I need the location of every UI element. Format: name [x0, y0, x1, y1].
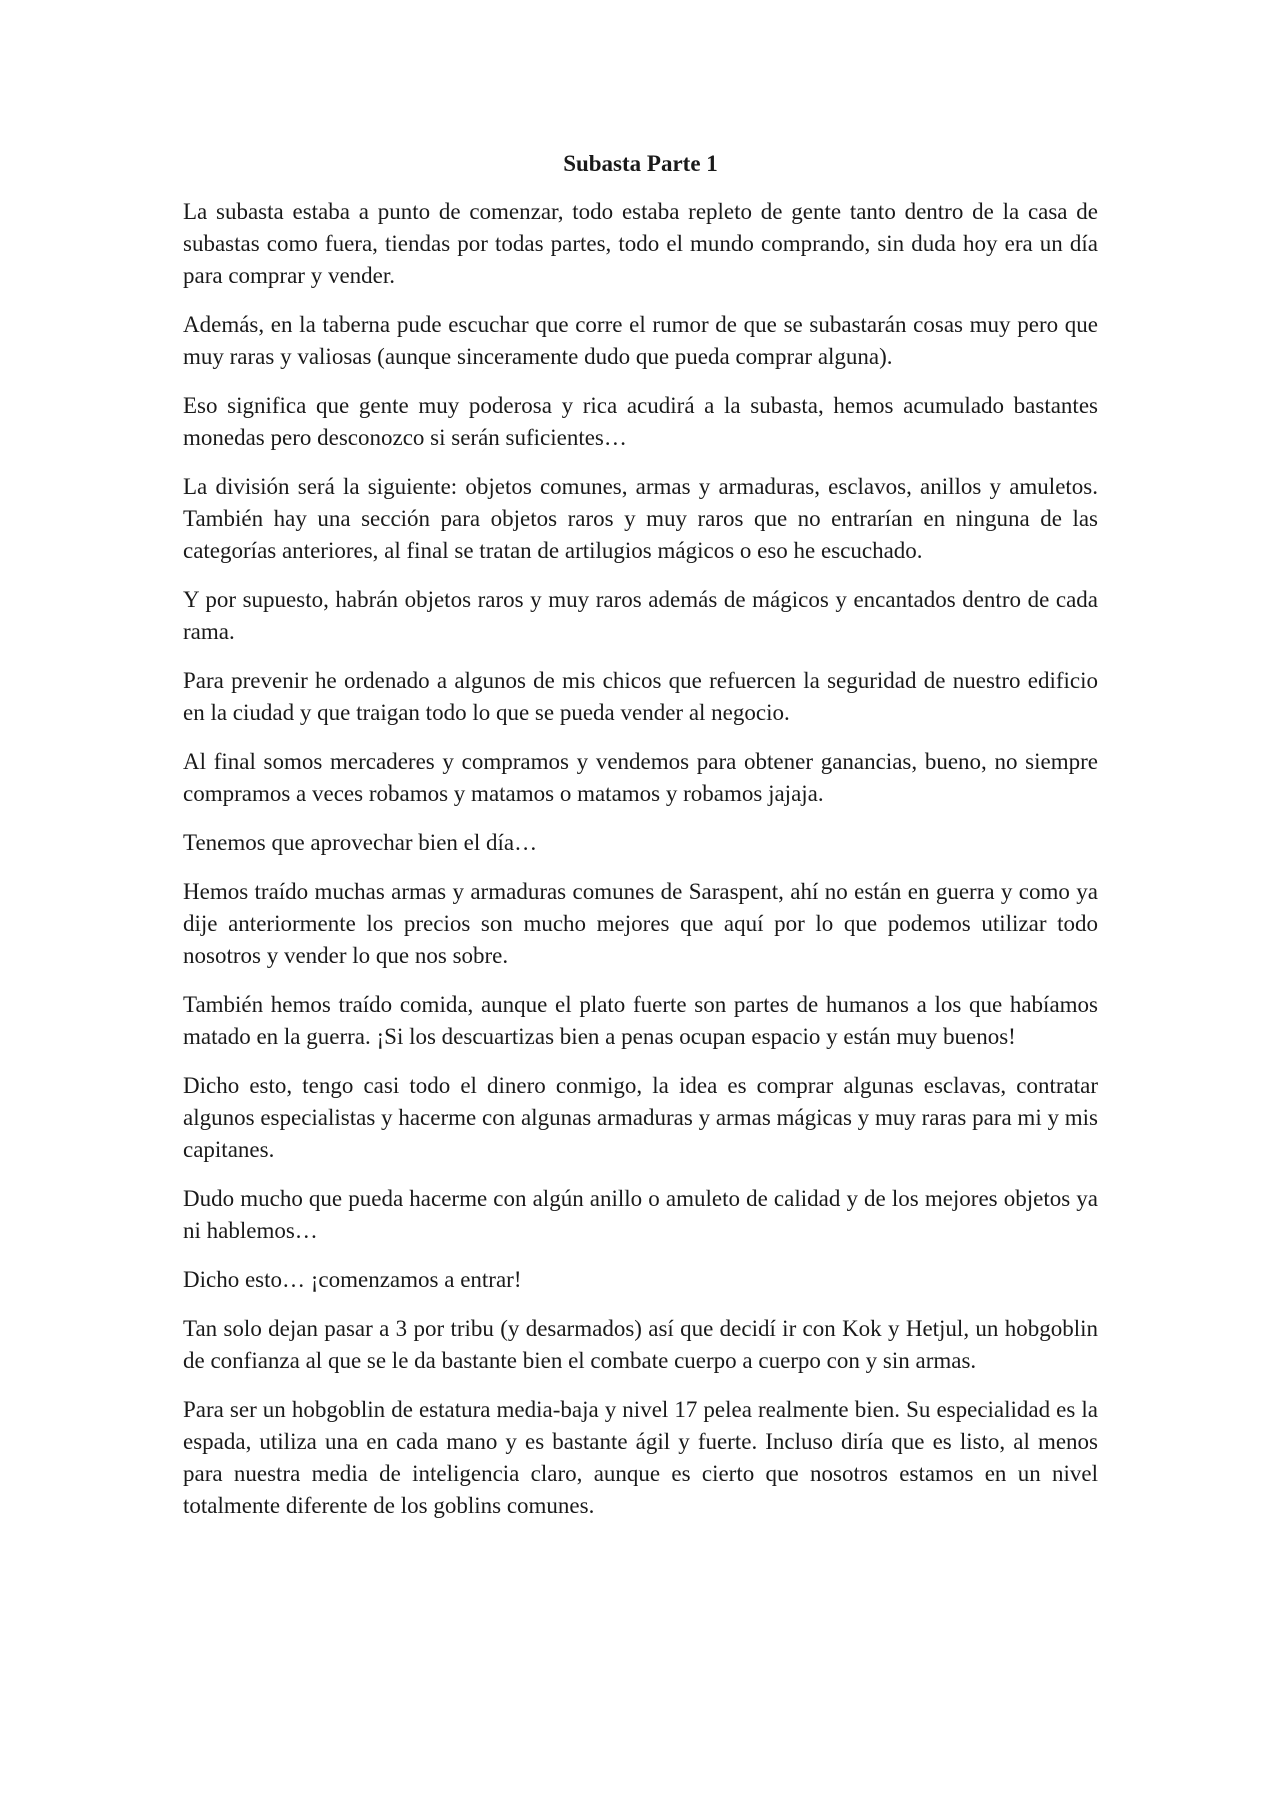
- paragraph: Dicho esto… ¡comenzamos a entrar!: [183, 1267, 522, 1292]
- paragraph: Dudo mucho que pueda hacerme con algún anillo o amuleto de calidad y de los mejores objetos ya ni hablemos…: [183, 1186, 1098, 1243]
- paragraph: La subasta estaba a punto de comenzar, todo estaba repleto de gente tanto dentro de la casa de subastas como fuera, tiendas por todas partes, todo el mundo comprando, sin duda hoy era un día para comprar y vender.: [183, 199, 1098, 288]
- paragraph: Dicho esto, tengo casi todo el dinero conmigo, la idea es comprar algunas esclavas, contratar algunos especialistas y hacerme con algunas armaduras y armas mágicas y muy raras para mi y mis capitanes.: [183, 1073, 1098, 1162]
- paragraph: Hemos traído muchas armas y armaduras comunes de Saraspent, ahí no están en guerra y como ya dije anteriormente los precios son mucho mejores que aquí por lo que podemos utilizar todo nosotros y vender lo que nos sobre.: [183, 879, 1098, 968]
- paragraph: Y por supuesto, habrán objetos raros y muy raros además de mágicos y encantados dentro de cada rama.: [183, 587, 1098, 644]
- paragraph: Al final somos mercaderes y compramos y vendemos para obtener ganancias, bueno, no siempre compramos a veces robamos y matamos o matamos y robamos jajaja.: [183, 749, 1098, 806]
- paragraph: Además, en la taberna pude escuchar que corre el rumor de que se subastarán cosas muy pero que muy raras y valiosas (aunque sinceramente dudo que pueda comprar alguna).: [183, 312, 1098, 369]
- paragraph: Eso significa que gente muy poderosa y rica acudirá a la subasta, hemos acumulado bastantes monedas pero desconozco si serán suficientes…: [183, 393, 1098, 450]
- paragraph: También hemos traído comida, aunque el plato fuerte son partes de humanos a los que habíamos matado en la guerra. ¡Si los descuartizas bien a penas ocupan espacio y están muy buenos!: [183, 992, 1098, 1049]
- paragraph: Para prevenir he ordenado a algunos de mis chicos que refuercen la seguridad de nuestro edificio en la ciudad y que traigan todo lo que se pueda vender al negocio.: [183, 668, 1098, 725]
- paragraph: Tan solo dejan pasar a 3 por tribu (y desarmados) así que decidí ir con Kok y Hetjul, un hobgoblin de confianza al que se le da bastante bien el combate cuerpo a cuerpo con y sin armas.: [183, 1316, 1098, 1373]
- paragraph: Para ser un hobgoblin de estatura media-baja y nivel 17 pelea realmente bien. Su especialidad es la espada, utiliza una en cada mano y es bastante ágil y fuerte. Incluso diría que es listo, al menos para nuestra media de inteligencia claro, aunque es cierto que nosotros estamos en un nivel totalmente diferente de los goblins comunes.: [183, 1397, 1098, 1518]
- paragraph: Tenemos que aprovechar bien el día…: [183, 830, 538, 855]
- document-title: Subasta Parte 1: [563, 151, 718, 176]
- document-body: [183, 148, 1098, 1539]
- paragraph: La división será la siguiente: objetos comunes, armas y armaduras, esclavos, anillos y amuletos. También hay una sección para objetos raros y muy raros que no entrarían en ninguna de las categorías anteriores, al final se tratan de artilugios mágicos o eso he escuchado.: [183, 474, 1098, 563]
